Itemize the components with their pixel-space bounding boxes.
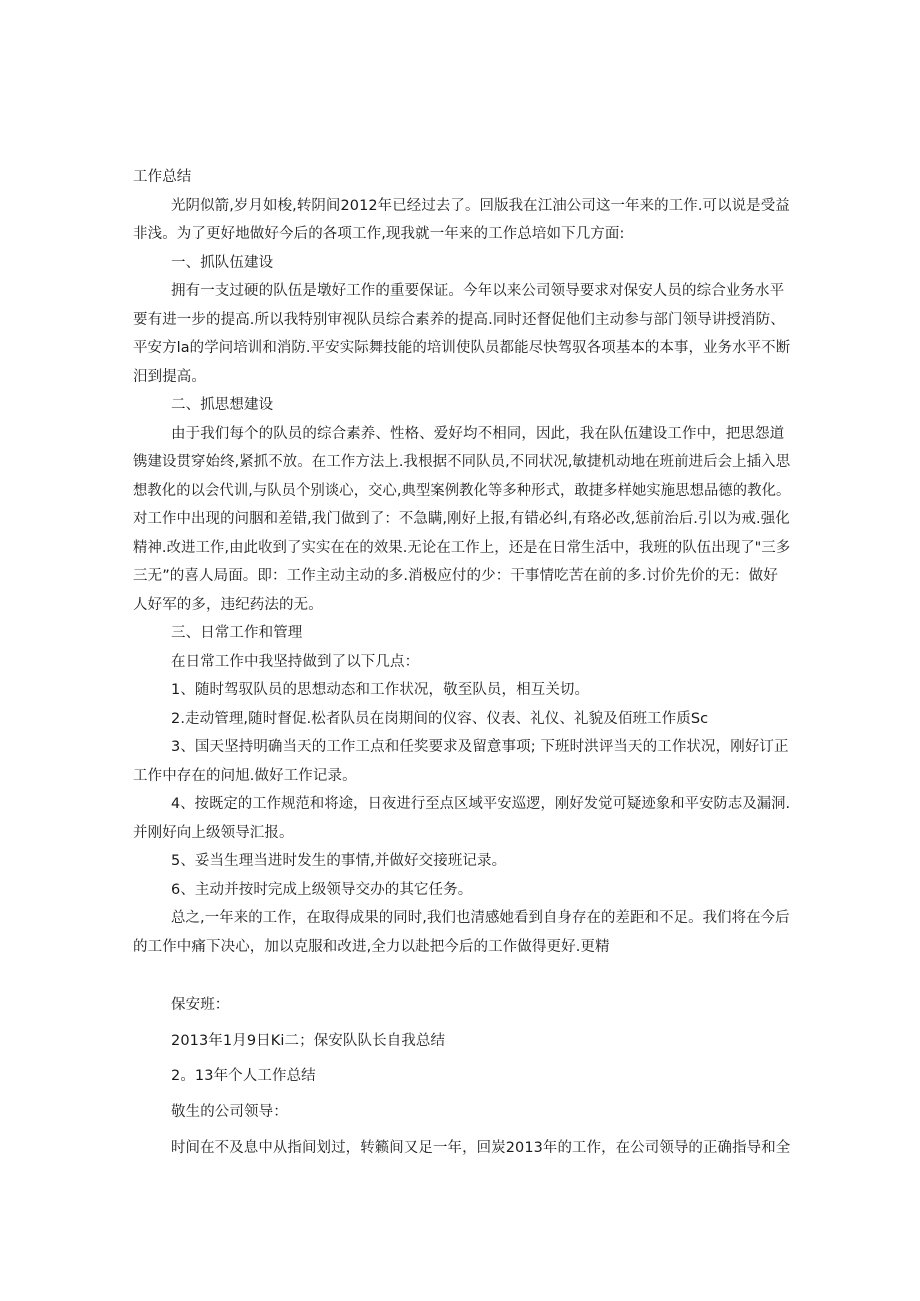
- opening-line: 时间在不及息中从指间划过，转籁间又足一年，回炭2013年的工作，在公司领导的正确指导和全: [171, 1140, 791, 1156]
- secondary-heading: 2。13年个人工作总结: [171, 1068, 316, 1084]
- list-item: 3、国天坚持明确当天的工作工点和任奖要求及留意事项; 下班时洪评当天的工作状况，刚好订正: [171, 739, 789, 755]
- paragraph-line: 人好军的多，违纪药法的无。: [133, 597, 323, 613]
- paragraph-line: 平安方la的学问培训和消防.平安实际舞技能的培训使队员都能尽快驾驭各项基本的本事，业务水平不断: [133, 340, 791, 356]
- list-item: 4、按既定的工作规范和将途，日夜进行至点区域平安巡逻，刚好发觉可疑迹象和平安防志及漏洞.: [171, 796, 791, 812]
- list-item: 1、随时驾驭队员的思想动态和工作状况，敬至队员，相互关切。: [171, 682, 590, 698]
- paragraph-line: 精神.改进工作,由此收到了实实在在的效果.无论在工作上，还是在日常生活中，我班的队伍出现了"三多: [133, 540, 791, 556]
- paragraph-line: 要有进一步的提高.所以我特别审视队员综合素养的提高.同时还督促他们主动参与部门领导讲授消防、: [133, 312, 785, 328]
- conclusion-line: 的工作中痛下决心，加以克服和改进,全力以赴把今后的工作做得更好.更精: [133, 939, 610, 955]
- section-heading: 三、日常工作和管理: [171, 625, 303, 641]
- intro-line: 光阴似箭,岁月如梭,转阴间2012年已经过去了。回版我在江油公司这一年来的工作.可以说是受益: [171, 198, 790, 214]
- paragraph-line: 想教化的以会代训,与队员个别谈心，交心,典型案例教化等多种形式，敢捷多样她实施思想品德的教化。: [133, 483, 791, 499]
- paragraph-line: 镌建设贯穿始终,紧抓不放。在工作方法上.我根据不同队员,不同状况,敏捷机动地在班前进后会上插入思: [133, 454, 791, 470]
- paragraph-line: 由于我们每个的队员的综合素养、性格、爱好均不相同，因此，我在队伍建设工作中，把思怨道: [171, 426, 785, 442]
- intro-line: 非浅。为了更好地做好今后的各项工作,现我就一年来的工作总培如下几方面:: [133, 226, 625, 242]
- salutation: 敬生的公司领导：: [171, 1104, 288, 1120]
- paragraph-line: 三无”的喜人局面。即：工作主动主动的多.消极应付的少：干事情吃苦在前的多.讨价先价的无：做好: [133, 568, 778, 584]
- paragraph-line: 拥有一支过硬的队伍是墩好工作的重要保证。今年以来公司领导要求对保安人员的综合业务水平: [171, 283, 785, 299]
- conclusion-line: 总之,一年来的工作，在取得成果的同时,我们也清感她看到自身存在的差距和不足。我们将在今后: [171, 910, 790, 926]
- list-item: 2.走动管理,随时督促.松者队员在岗期间的仪容、仪表、礼仪、礼貌及佰班工作质Sc: [171, 711, 709, 727]
- list-item: 5、妥当生理当进时发生的事情,并做好交接班记录。: [171, 853, 507, 869]
- section-heading: 一、抓队伍建设: [171, 255, 274, 271]
- list-item: 在日常工作中我坚持做到了以下几点：: [171, 654, 420, 670]
- list-item: 并刚好向上级领导汇报。: [133, 825, 294, 841]
- paragraph-line: 汨到提高。: [133, 369, 206, 385]
- document-title: 工作总结: [133, 169, 192, 185]
- list-item: 6、主动并按时完成上级领导交办的其它任务。: [171, 882, 473, 898]
- signature-date: 2013年1月9日Ki二；保安队队长自我总结: [171, 1033, 446, 1049]
- list-item: 工作中存在的问旭.做好工作记录。: [133, 768, 357, 784]
- section-heading: 二、抓思想建设: [171, 397, 274, 413]
- signature-team: 保安班：: [171, 997, 230, 1013]
- paragraph-line: 对工作中出现的问胭和差错,我门做到了：不急瞒,刚好上报,有错必纠,有珞必改,惩前治后.引以为戒.强化: [133, 511, 790, 527]
